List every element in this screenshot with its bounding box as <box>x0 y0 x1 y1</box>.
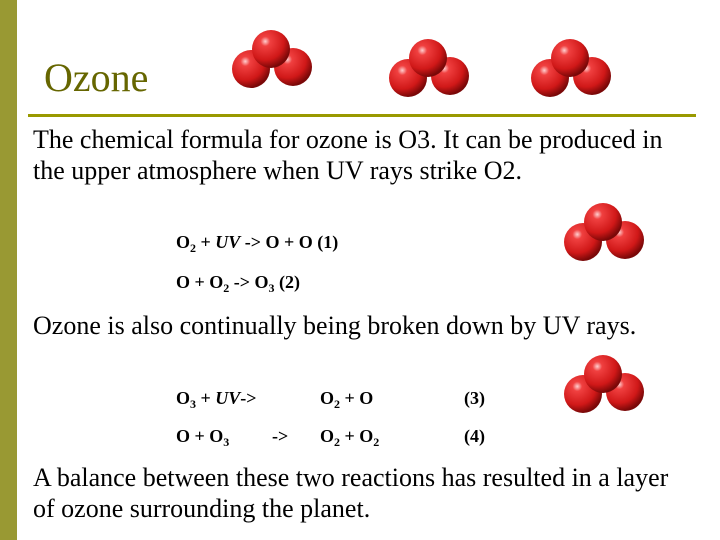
equation-4-number: (4) <box>464 426 485 446</box>
equation-3-products: $O_2 + O$ <box>320 388 374 411</box>
equation-4: $O + O_3$ <box>176 426 230 449</box>
slide-title: Ozone <box>44 55 149 100</box>
equation-3: $O_3 + UV->$ <box>176 388 257 411</box>
equation-3-number: (3) <box>464 388 485 408</box>
intro-paragraph: The chemical formula for ozone is O3. It can be produced in the upper atmosphere when UV rays strike O2. <box>33 125 663 185</box>
breakdown-paragraph: Ozone is also continually being broken down by UV rays. <box>33 311 637 340</box>
equation-4-arrow: -> <box>272 426 289 446</box>
title-rule <box>28 114 696 117</box>
ozone-molecule-icon <box>530 36 614 102</box>
ozone-molecule-icon <box>563 352 647 418</box>
equation-1: $O_2$ + UV -> O + O (1) <box>176 232 339 255</box>
ozone-molecule-icon <box>231 27 315 93</box>
equation-2: $O + O_2 -> O_3$ (2) <box>176 272 301 295</box>
sidebar-bar <box>0 0 17 540</box>
ozone-molecule-icon <box>388 36 472 102</box>
ozone-molecule-icon <box>563 200 647 266</box>
conclusion-paragraph: A balance between these two reactions has resulted in a layer of ozone surrounding the planet. <box>33 463 669 523</box>
equation-4-products: $O_2 + O_2$ <box>320 426 380 449</box>
